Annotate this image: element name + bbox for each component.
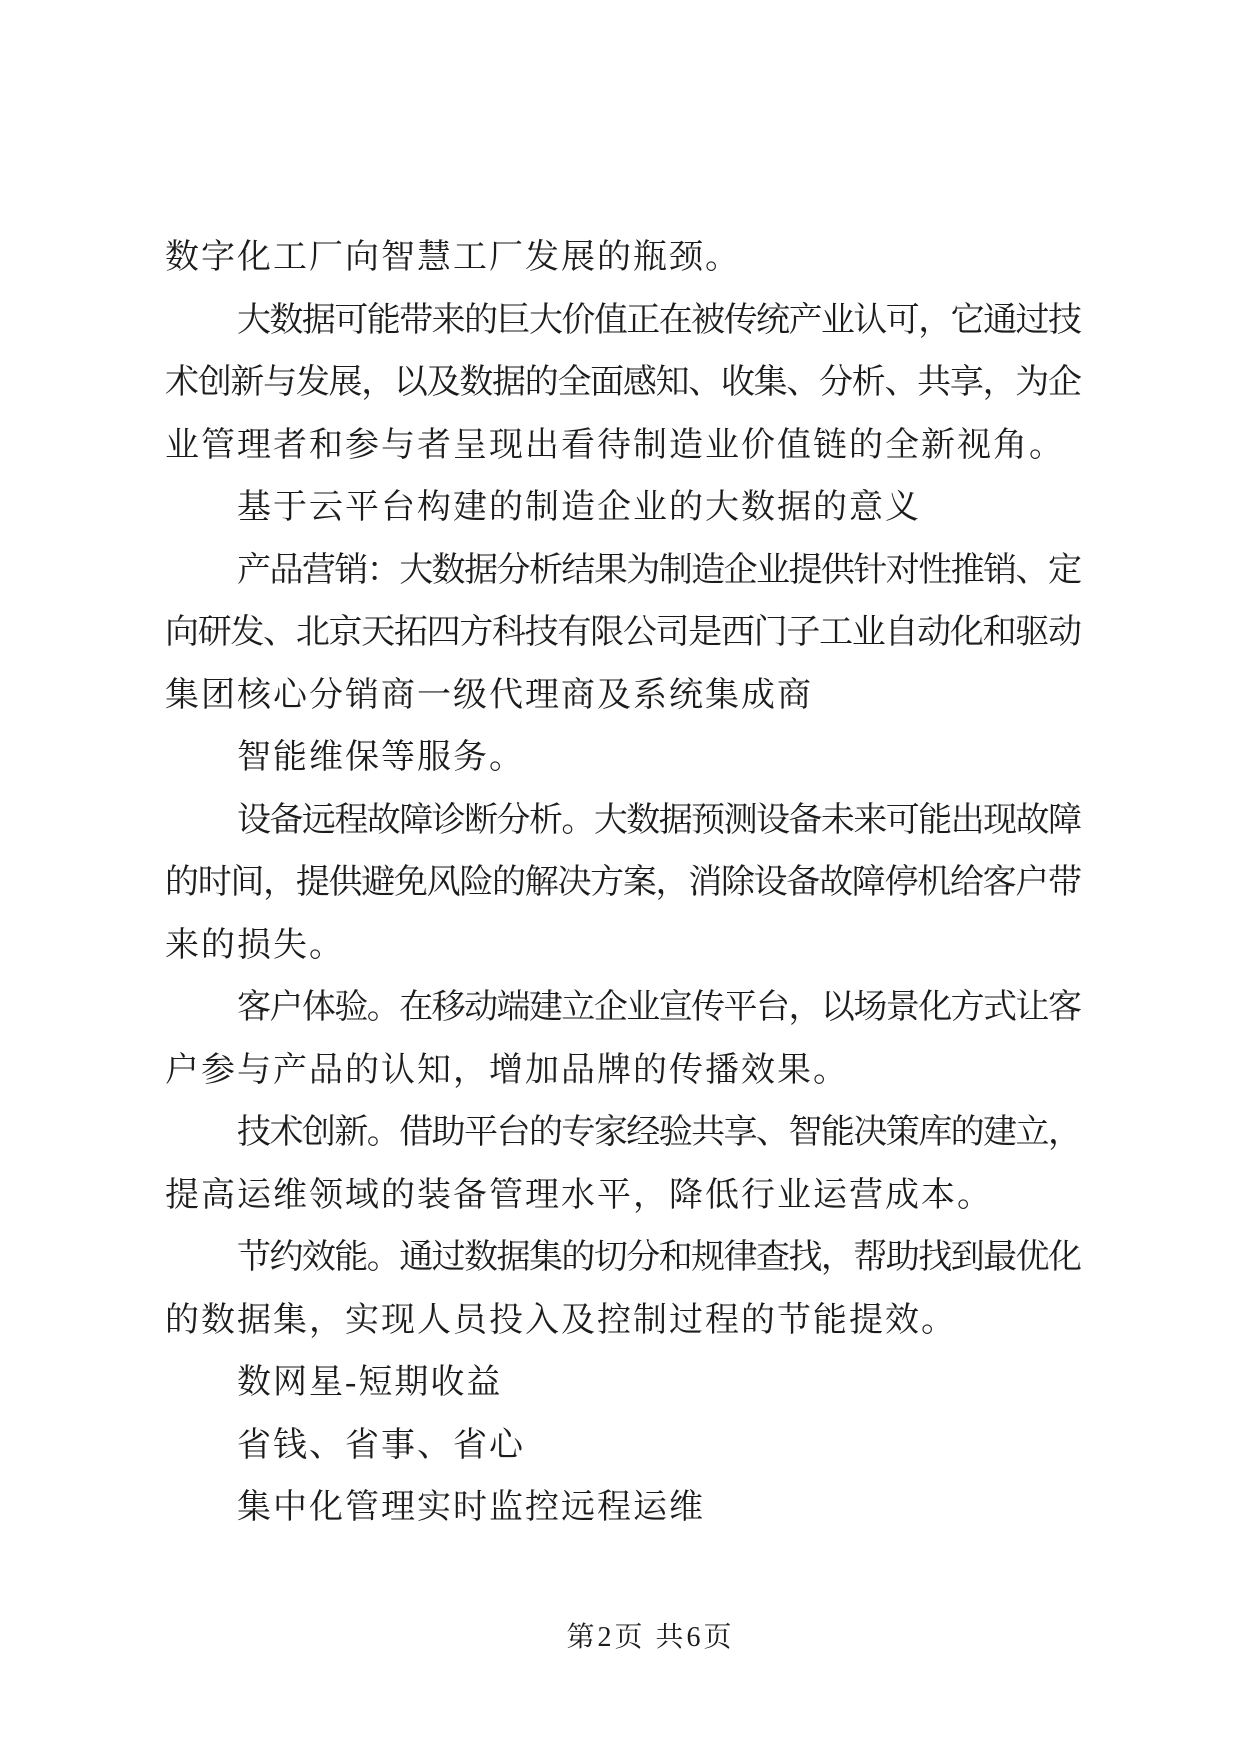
- text-line: 提高运维领域的装备管理水平，降低行业运营成本。: [165, 1176, 993, 1214]
- text-line: 智能维保等服务。: [237, 739, 525, 776]
- text-line: 业管理者和参与者呈现出看待制造业价值链的全新视角。: [165, 426, 1065, 464]
- text-body: [165, 227, 1080, 1540]
- text-line: 节约效能。通过数据集的切分和规律查找，帮助找到最优化: [237, 1239, 1080, 1276]
- text-line: 大数据可能带来的巨大价值正在被传统产业认可，它通过技: [237, 301, 1080, 339]
- text-line: 户参与产品的认知，增加品牌的传播效果。: [165, 1051, 849, 1089]
- text-line: 的数据集，实现人员投入及控制过程的节能提效。: [165, 1301, 957, 1339]
- text-line: 向研发、北京天拓四方科技有限公司是西门子工业自动化和驱动: [165, 614, 1080, 651]
- text-line: 集中化管理实时监控远程运维: [237, 1489, 705, 1526]
- text-line: 产品营销：大数据分析结果为制造企业提供针对性推销、定: [237, 551, 1080, 589]
- text-line: 术创新与发展，以及数据的全面感知、收集、分析、共享，为企: [165, 364, 1080, 401]
- text-line: 省钱、省事、省心: [237, 1426, 525, 1464]
- text-line: 来的损失。: [165, 926, 345, 964]
- text-line: 客户体验。在移动端建立企业宣传平台，以场景化方式让客: [237, 989, 1080, 1026]
- text-line: 数网星-短期收益: [237, 1364, 503, 1401]
- text-line: 基于云平台构建的制造企业的大数据的意义: [237, 489, 921, 526]
- text-line: 的时间，提供避免风险的解决方案，消除设备故障停机给客户带: [165, 864, 1080, 901]
- page-number-footer: 第2页 共6页: [566, 1622, 735, 1653]
- text-line: 设备远程故障诊断分析。大数据预测设备未来可能出现故障: [237, 801, 1080, 839]
- text-line: 集团核心分销商一级代理商及系统集成商: [165, 676, 813, 714]
- text-line: 技术创新。借助平台的专家经验共享、智能决策库的建立，: [237, 1114, 1080, 1151]
- text-line: 数字化工厂向智慧工厂发展的瓶颈。: [165, 239, 741, 276]
